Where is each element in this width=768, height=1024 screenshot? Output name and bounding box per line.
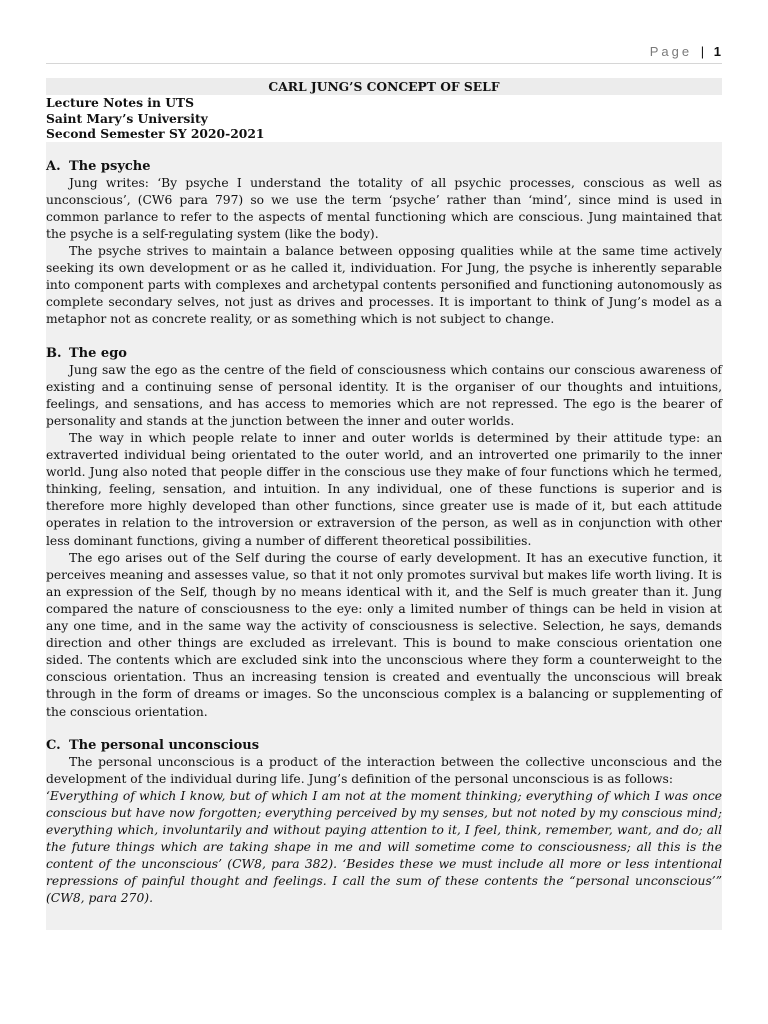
meta-course: Lecture Notes in UTS (46, 95, 194, 111)
section-letter: B. (46, 345, 62, 361)
meta-institution: Saint Mary’s University (46, 110, 208, 126)
header-divider (46, 63, 722, 64)
section-heading-psyche (46, 158, 722, 175)
document-title: CARL JUNG’S CONCEPT OF SELF (46, 78, 722, 95)
page-number: 1 (713, 44, 721, 59)
section-letter: A. (46, 158, 61, 174)
section-letter: C. (46, 737, 61, 753)
paragraph: Jung saw the ego as the centre of the field of consciousness which contains our conscious awareness of existing and a continuing sense of personal identity. It is the organiser of our thoughts and intuitions, feelings, and sensations, and has access to memories which are not repressed. The ego is the bearer of personality and stands at the junction between the inner and outer worlds. (46, 362, 722, 428)
paragraph: The personal unconscious is a product of the interaction between the collective unconscious and the development of the individual during life. Jung’s definition of the personal unconscious is as follows: (46, 754, 722, 786)
paragraph: The psyche strives to maintain a balance between opposing qualities while at the same time actively seeking its own development or as he called it, individuation. For Jung, the psyche is inherently separable into component parts with complexes and archetypal contents personified and functioning autonomously as complete secondary selves, not just as drives and processes. It is important to think of Jung’s model as a metaphor not as concrete reality, or as something which is not subject to change. (46, 244, 722, 327)
page-separator: | (700, 44, 705, 59)
quotation: ‘Everything of which I know, but of which I am not at the moment thinking; everything of which I was once conscious but have now forgotten; everything perceived by my senses, but not noted by my conscious mind; everything which, involuntarily and without paying attention to it, I feel, think, remember, want, and do; all the future things which are taking shape in me and will sometime come to consciousness; all this is the content of the unconscious’ (CW8, para 382). ‘Besides these we must include all more or less intentional repressions of painful thought and feelings. I call the sum of these contents the “personal unconscious’” (CW8, para 270). (46, 788, 722, 906)
paragraph: The ego arises out of the Self during the course of early development. It has an executive function, it perceives meaning and assesses value, so that it not only promotes survival but makes life worth living. It is an expression of the Self, though by no means identical with it, and the Self is much greater than it. Jung compared the nature of consciousness to the eye: only a limited number of things can be held in vision at any one time, and in the same way the activity of consciousness is selective. Selection, he says, demands direction and other things are excluded as irrelevant. This is bound to make conscious orientation one sided. The contents which are excluded sink into the unconscious where they form a counterweight to the conscious orientation. Thus an increasing tension is created and eventually the unconscious will break through in the form of dreams or images. So the unconscious complex is a balancing or supplementing of the conscious orientation. (46, 550, 722, 719)
document-meta (46, 95, 722, 142)
section-title: The personal unconscious (69, 737, 260, 753)
document-body (46, 78, 722, 930)
meta-semester: Second Semester SY 2020-2021 (46, 126, 265, 142)
section-heading-personal-unconscious (46, 737, 722, 754)
paragraph: The way in which people relate to inner and outer worlds is determined by their attitude type: an extraverted individual being orientated to the outer world, and an introverted one primarily to the inner world. Jung also noted that people differ in the conscious use they make of four functions which he termed, thinking, feeling, sensation, and intuition. In any individual, one of these functions is superior and is therefore more highly developed than other functions, since greater use is made of it, but each attitude operates in relation to the introversion or extraversion of the person, as well as in conjunction with other less dominant functions, giving a number of different theoretical possibilities. (46, 431, 722, 548)
page-label: Page (649, 44, 693, 59)
section-heading-ego (46, 345, 722, 362)
paragraph: Jung writes: ‘By psyche I understand the totality of all psychic processes, conscious as well as unconscious’, (CW6 para 797) so we use the term ‘psyche’ rather than ‘mind’, since mind is used in common parlance to refer to the aspects of mental functioning which are conscious. Jung maintained that the psyche is a self-regulating system (like the body). (46, 175, 722, 241)
section-title: The psyche (69, 158, 151, 174)
section-title: The ego (69, 345, 127, 361)
page-header (650, 44, 721, 59)
